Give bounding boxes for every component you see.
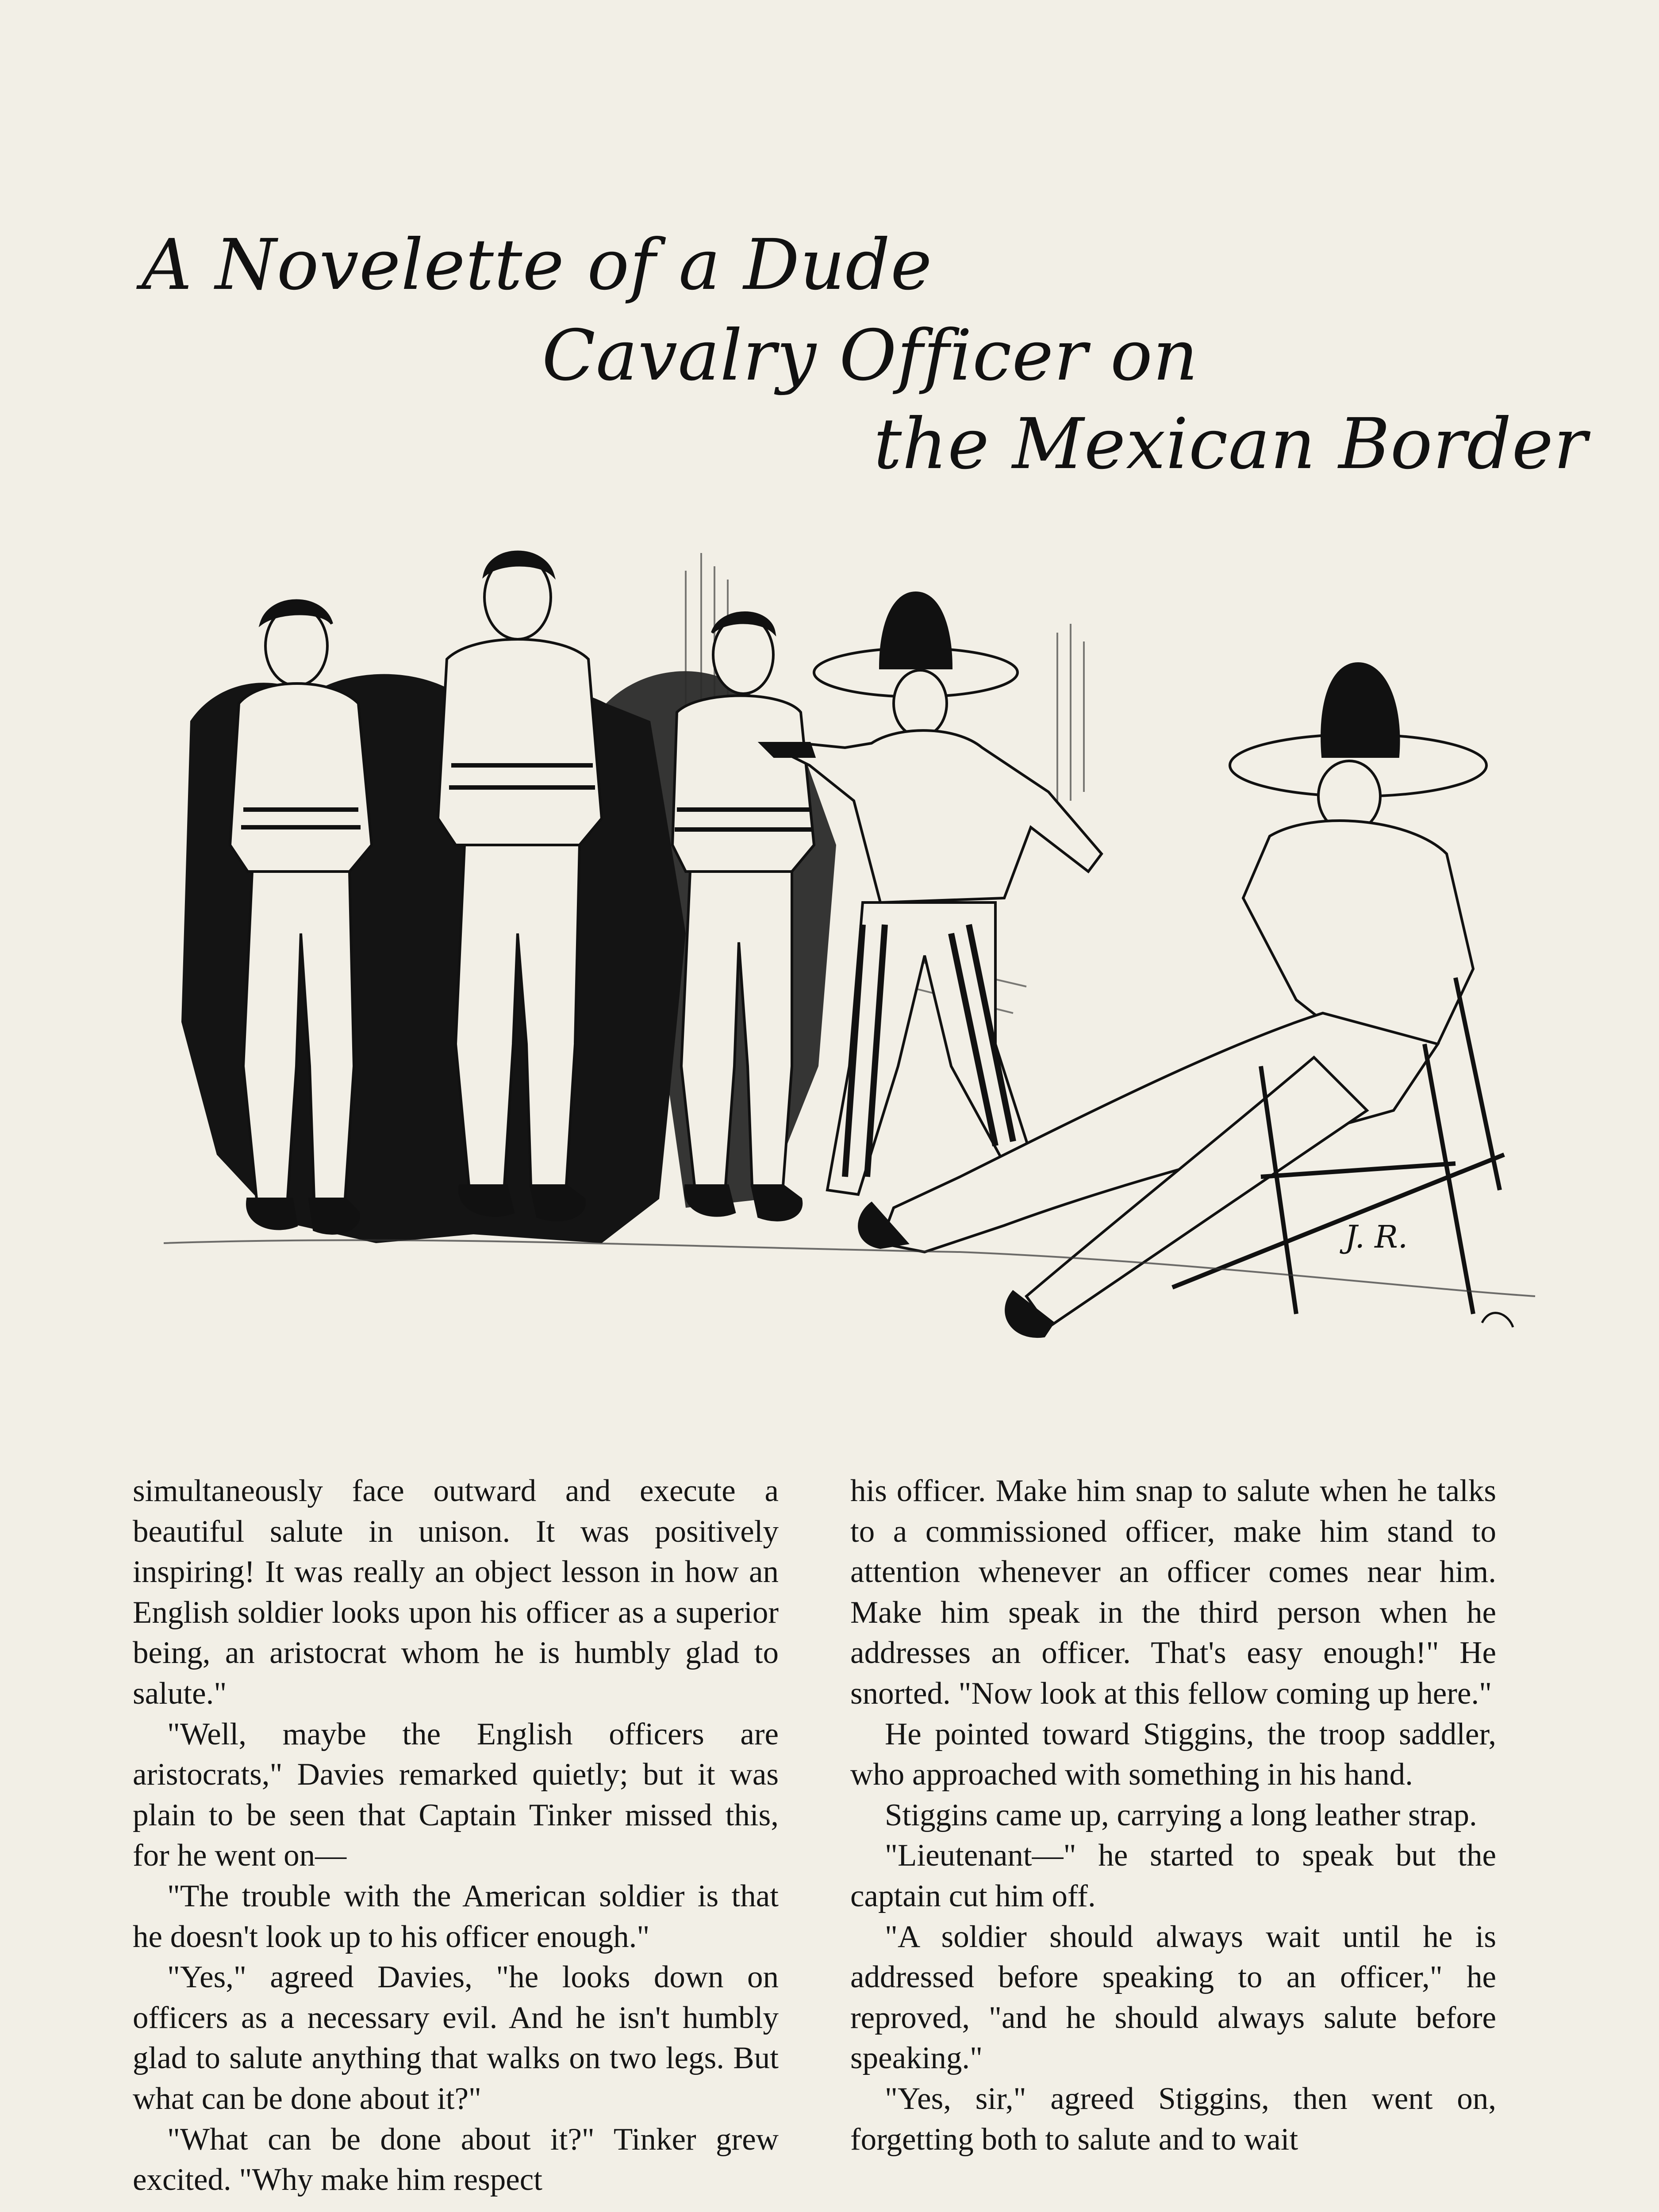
title-line-3: the Mexican Border xyxy=(874,403,1588,485)
paragraph: "What can be done about it?" Tinker grew excited. "Why make him respect xyxy=(133,2122,779,2197)
paragraph: "Yes," agreed Davies, "he looks down on officers as a necessary evil. And he isn't humbly glad to salute anything that walks on two legs. But what can be done about it?" xyxy=(133,1960,779,2116)
title-line-2: Cavalry Officer on xyxy=(542,315,1198,396)
paragraph: He pointed toward Stiggins, the troop saddler, who approached with something in his hand. xyxy=(850,1717,1496,1792)
paragraph: simultaneously face outward and execute a beautiful salute in unison. It was positively inspiring! It was really an object lesson in how an English soldier looks upon his officer as a superior being, an aristocrat whom he is humbly glad to salute." xyxy=(133,1474,779,1711)
text-column-right xyxy=(850,1471,1496,2160)
paragraph: Stiggins came up, carrying a long leather strap. xyxy=(885,1797,1477,1832)
paragraph: "Well, maybe the English officers are aristocrats," Davies remarked quietly; but it was plain to be seen that Captain Tinker missed this, for he went on— xyxy=(133,1717,779,1873)
artist-signature: J. R. xyxy=(1345,1219,1408,1255)
text-column-left xyxy=(133,1471,779,2200)
paragraph: "The trouble with the American soldier is that he doesn't look up to his officer enough." xyxy=(133,1878,779,1954)
ground-line xyxy=(164,1240,1535,1296)
title-line-1: A Novelette of a Dude xyxy=(142,224,933,306)
paragraph: "A soldier should always wait until he is addressed before speaking to an officer," he reproved, "and he should always salute before speaking." xyxy=(850,1919,1496,2076)
paragraph: "Yes, sir," agreed Stiggins, then went on, forgetting both to salute and to wait xyxy=(850,2081,1496,2157)
story-illustration xyxy=(164,535,1540,1367)
paragraph: "Lieutenant—" he started to speak but the captain cut him off. xyxy=(850,1838,1496,1913)
paragraph: his officer. Make him snap to salute when he talks to a commissioned officer, make him stand to attention whenever an officer comes near him. Make him speak in the third person when he addresses an officer. That's easy enough!" He snorted. "Now look at this fellow coming up here." xyxy=(850,1474,1496,1711)
